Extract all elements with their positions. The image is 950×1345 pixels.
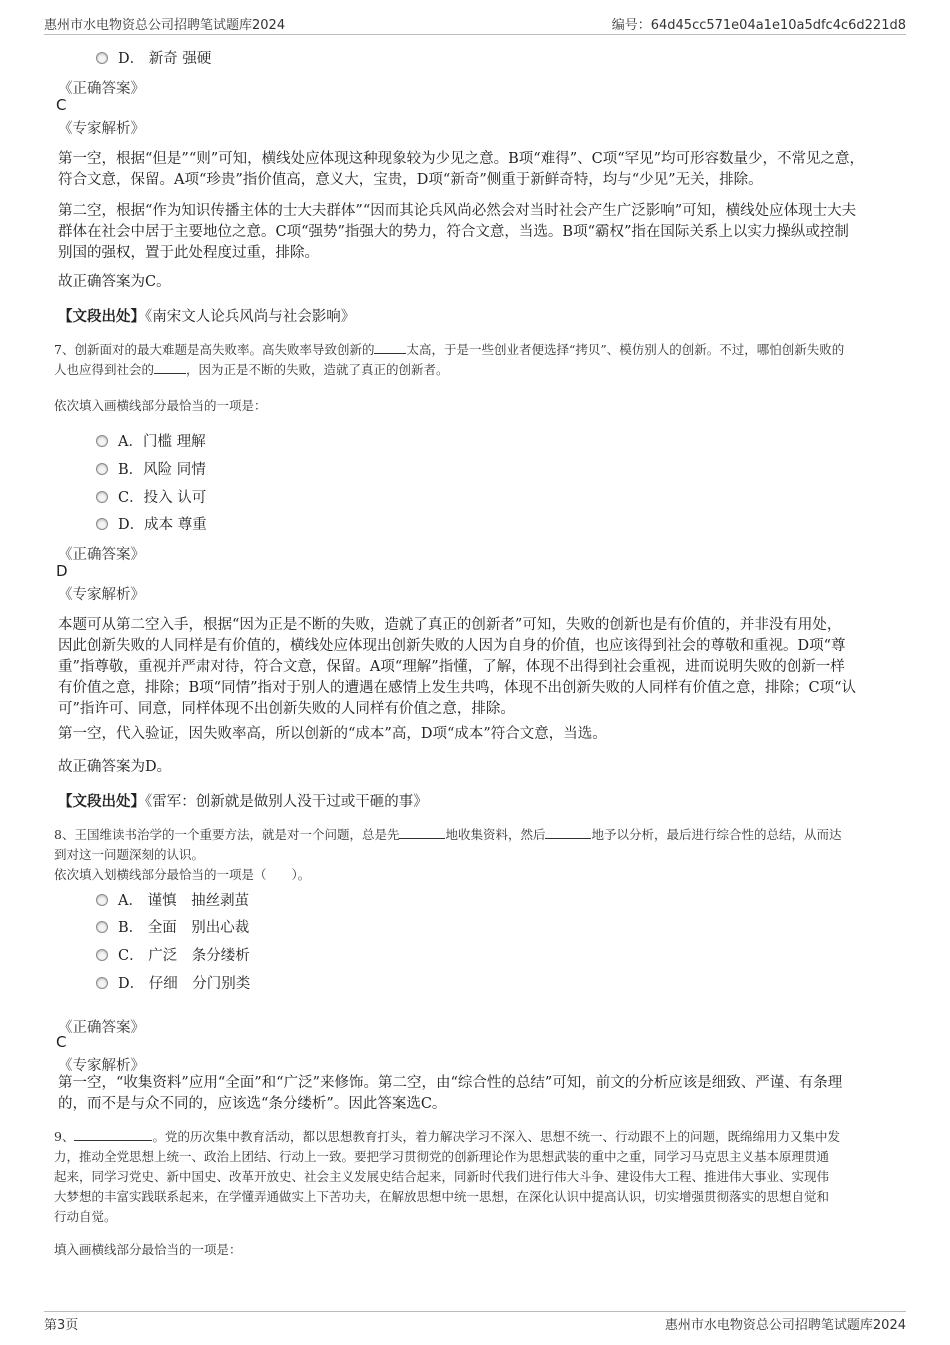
q7-analysis-label: 《专家解析》 — [58, 587, 145, 603]
q7-conclusion: 故正确答案为D。 — [58, 759, 172, 775]
header-divider — [44, 34, 906, 35]
q7-option-d[interactable]: D．成本 尊重 — [96, 513, 207, 534]
q6-analysis-label: 《专家解析》 — [58, 121, 145, 137]
q6-conclusion: 故正确答案为C。 — [58, 274, 171, 290]
header-doc-id: 编号：64d45cc571e04a1e10a5dfc4c6d221d8 — [611, 18, 906, 33]
q8-stem: 8、王国维读书治学的一个重要方法，就是对一个问题，总是先 地收集资料，然后 地予以分析，最后进行综合性的总结，从而达 到对这一问题深刻的认识。 依次填入划横线部分最恰当的一项是（ ）。 — [54, 827, 842, 882]
q6-source: 【文段出处】《南宋文人论兵风尚与社会影响》 — [58, 308, 356, 325]
q7-option-c[interactable]: C．投入 认可 — [96, 486, 206, 507]
q8-blank-1 — [399, 826, 445, 839]
q8-analysis-para-1: 第一空，“收集资料”应用“全面”和“广泛”来修饰。第二空，由“综合性的总结”可知，前文的分析应该是细致、严谨、有条理 的，而不是与众不同的，应该选“条分缕析”。因此答案选C。 — [58, 1075, 843, 1112]
q8-analysis-label: 《专家解析》 — [58, 1058, 145, 1074]
q8-option-b[interactable]: B． 全面 别出心裁 — [96, 916, 249, 937]
q7-answer-label: 《正确答案》 — [58, 547, 145, 563]
q6-answer-label: 《正确答案》 — [58, 81, 145, 97]
page-header — [44, 14, 906, 32]
q8-option-a[interactable]: A． 谨慎 抽丝剥茧 — [96, 889, 249, 910]
q7-blank-2 — [154, 361, 186, 374]
radio-icon[interactable] — [96, 894, 108, 906]
q7-option-a[interactable]: A．门槛 理解 — [96, 430, 206, 451]
q7-blank-1 — [374, 341, 406, 354]
radio-icon[interactable] — [96, 949, 108, 961]
radio-icon[interactable] — [96, 463, 108, 475]
radio-icon[interactable] — [96, 921, 108, 933]
q7-stem: 7、创新面对的最大难题是高失败率。高失败率导致创新的 太高，于是一些创业者便选择“拷贝”、模仿别人的创新。不过，哪怕创新失败的 人也应得到社会的 ，因为正是不断的失败，造就了真正的创新者。 — [54, 342, 845, 377]
footer-title: 惠州市水电物资总公司招聘笔试题库2024 — [664, 1318, 906, 1333]
q7-option-b[interactable]: B．风险 同情 — [96, 458, 206, 479]
q8-blank-2 — [545, 826, 591, 839]
q9-stem: 9、 。党的历次集中教育活动，都以思想教育打头，着力解决学习不深入、思想不统一、行动跟不上的问题，既绵绵用力又集中发 力，推动全党思想上统一、政治上团结、行动上一致。要把学习贯彻党的创新理论作为思想武装的重中之重，同学习马克思主义基本原理贯通 起来，同学习党史、新中国史、改革开放史、社会主义发展史结合起来，同新时代我们进行伟大斗争、建设伟大工程、推进伟大事业、实现伟 大梦想的丰富实践联系起来，在学懂弄通做实上下苦功夫，在解放思想中统一思想，在深化认识中提高认识，切实增强贯彻落实的思想自觉和 行动自觉。 — [54, 1129, 840, 1224]
q8-option-d[interactable]: D． 仔细 分门别类 — [96, 972, 250, 993]
radio-icon[interactable] — [96, 491, 108, 503]
q7-prompt: 依次填入画横线部分最恰当的一项是： — [54, 398, 267, 413]
q6-analysis-para-1: 第一空，根据“但是”“则”可知，横线处应体现这种现象较为少见之意。B项“难得”、C项“罕见”均可形容数量少，不常见之意， 符合文意，保留。A项“珍贵”指价值高，意义大，宝贵，D项“新奇”侧重于新鲜奇特，均与“少见”无关，排除。 — [58, 151, 865, 188]
q6-answer: C — [56, 96, 67, 114]
q8-answer-label: 《正确答案》 — [58, 1020, 145, 1036]
q6-analysis-para-2: 第二空，根据“作为知识传播主体的士大夫群体”“因而其论兵风尚必然会对当时社会产生广泛影响”可知，横线处应体现士大夫 群体在社会中居于主要地位之意。C项“强势”指强大的势力，符合文意，当选。B项“霸权”指在国际关系上以实力操纵或控制 别国的强权，置于此处程度过重，排除。 — [58, 203, 857, 261]
q7-answer: D — [56, 562, 68, 580]
q9-prompt: 填入画横线部分最恰当的一项是： — [54, 1242, 242, 1257]
radio-icon[interactable] — [96, 977, 108, 989]
q7-analysis-para-2: 第一空，代入验证，因失败率高，所以创新的“成本”高，D项“成本”符合文意，当选。 — [58, 726, 607, 742]
header-title: 惠州市水电物资总公司招聘笔试题库2024 — [44, 18, 286, 33]
q7-analysis-para-1: 本题可从第二空入手，根据“因为正是不断的失败，造就了真正的创新者”可知，失败的创新也是有价值的，并非没有用处， 因此创新失败的人同样是有价值的，横线处应体现出创新失败的人因为自身的价值，也应该得到社会的尊敬和重视。D项“尊 重”指尊敬，重视并严肃对待，符合文意，保留。A项“理解”指懂，了解，体现不出得到社会重视，进而说明失败的创新一样 有价值之意，排除；B项“同情”指对于别人的遭遇在感情上发生共鸣，体现不出创新失败的人同样有价值之意，排除；C项“认 可”指许可、同意，同样体现不出创新失败的人同样有价值之意，排除。 — [58, 617, 856, 717]
q8-answer: C — [56, 1033, 67, 1051]
footer-divider — [44, 1311, 906, 1312]
q6-option-d[interactable]: D． 新奇 强硬 — [96, 47, 211, 68]
q9-blank-1 — [74, 1128, 152, 1141]
q7-source: 【文段出处】《雷军：创新就是做别人没干过或干砸的事》 — [58, 793, 428, 810]
page-number: 第3页 — [44, 1318, 79, 1333]
radio-icon[interactable] — [96, 518, 108, 530]
q8-option-c[interactable]: C． 广泛 条分缕析 — [96, 944, 250, 965]
radio-icon[interactable] — [96, 52, 108, 64]
page-footer — [44, 1314, 906, 1332]
radio-icon[interactable] — [96, 435, 108, 447]
